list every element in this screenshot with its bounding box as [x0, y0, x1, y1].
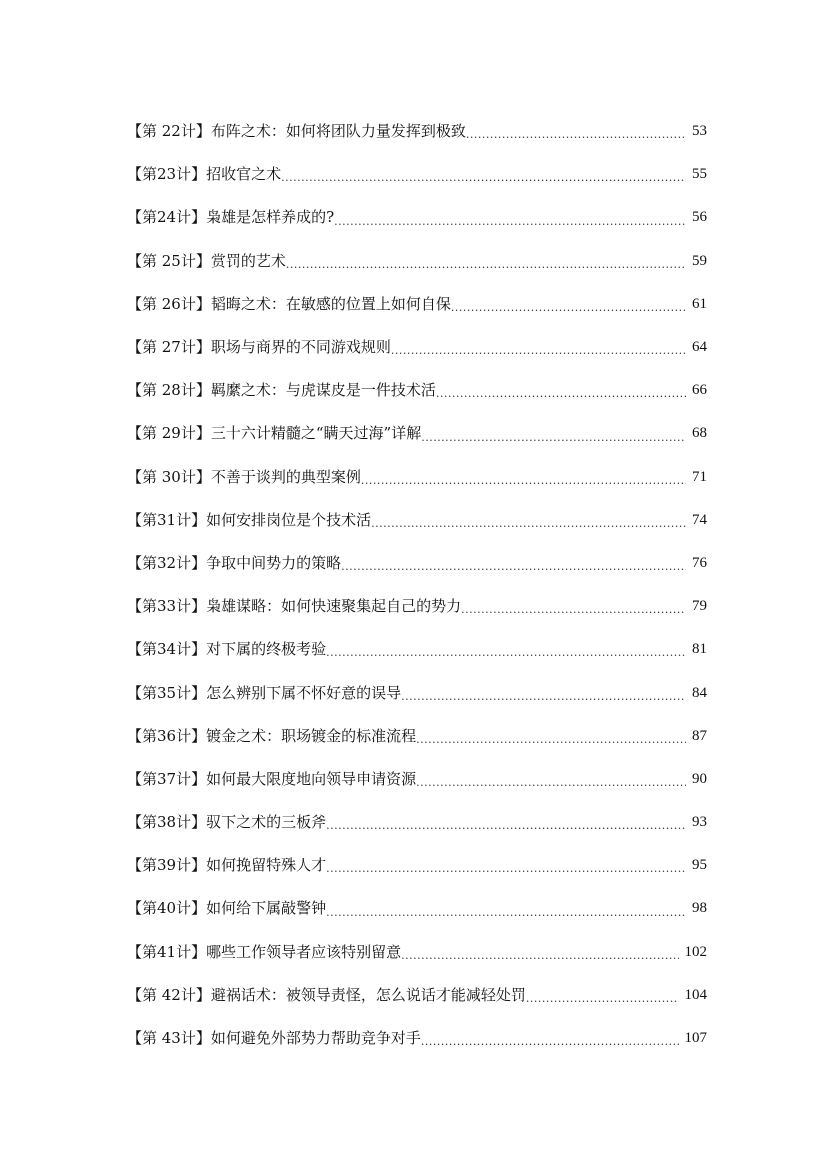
toc-leader-dots	[371, 518, 686, 529]
toc-entry-title: 【第39计】如何挽留特殊人才	[127, 856, 327, 875]
toc-leader-dots	[416, 777, 686, 788]
toc-entry[interactable]	[127, 887, 707, 930]
toc-entry-title: 【第 27计】职场与商界的不同游戏规则	[127, 338, 391, 357]
toc-leader-dots	[436, 388, 686, 399]
toc-entry-title: 【第37计】如何最大限度地向领导申请资源	[127, 769, 417, 788]
toc-entry-title: 【第32计】争取中间势力的策略	[127, 553, 342, 572]
toc-page-number: 102	[684, 943, 707, 960]
toc-page-number: 98	[692, 900, 707, 917]
toc-page-number: 64	[692, 339, 707, 356]
toc-entry-title: 【第41计】哪些工作领导者应该特别留意	[127, 942, 402, 961]
toc-page-number: 79	[692, 598, 707, 615]
toc-leader-dots	[326, 907, 686, 918]
toc-entry-title: 【第 29计】三十六计精髓之“瞒天过海”详解	[127, 424, 422, 443]
toc-page-number: 59	[692, 252, 707, 269]
toc-entry[interactable]	[127, 110, 707, 153]
toc-entry-title: 【第31计】如何安排岗位是个技术活	[127, 510, 372, 529]
toc-entry-title: 【第 28计】羁縻之术：与虎谋皮是一件技术活	[127, 381, 436, 400]
toc-entry[interactable]	[127, 283, 707, 326]
toc-entry[interactable]	[127, 326, 707, 369]
toc-entry-title: 【第 22计】布阵之术：如何将团队力量发挥到极致	[127, 122, 466, 141]
toc-leader-dots	[341, 561, 686, 572]
toc-leader-dots	[416, 734, 686, 745]
table-of-contents	[127, 110, 707, 1060]
toc-leader-dots	[421, 432, 686, 443]
toc-leader-dots	[361, 475, 686, 486]
toc-leader-dots	[326, 863, 686, 874]
toc-entry-title: 【第33计】枭雄谋略：如何快速聚集起自己的势力	[127, 597, 462, 616]
toc-page-number: 95	[692, 857, 707, 874]
toc-entry[interactable]	[127, 153, 707, 196]
toc-entry[interactable]	[127, 542, 707, 585]
toc-leader-dots	[286, 259, 686, 270]
toc-entry[interactable]	[127, 240, 707, 283]
toc-page-number: 56	[692, 209, 707, 226]
toc-leader-dots	[526, 993, 679, 1004]
toc-entry[interactable]	[127, 758, 707, 801]
toc-page-number: 53	[692, 123, 707, 140]
toc-entry[interactable]	[127, 456, 707, 499]
toc-leader-dots	[466, 129, 686, 140]
toc-page-number: 55	[692, 166, 707, 183]
toc-leader-dots	[281, 172, 686, 183]
toc-entry[interactable]	[127, 585, 707, 628]
toc-entry[interactable]	[127, 671, 707, 714]
toc-entry-title: 【第23计】招收官之术	[127, 165, 282, 184]
toc-entry-title: 【第 42计】避祸话术：被领导责怪，怎么说话才能减轻处罚	[127, 985, 526, 1004]
toc-entry-title: 【第 25计】赏罚的艺术	[127, 251, 286, 270]
toc-entry-title: 【第 43计】如何避免外部势力帮助竞争对手	[127, 1029, 421, 1048]
toc-page-number: 104	[684, 986, 707, 1003]
toc-page-number: 76	[692, 554, 707, 571]
toc-leader-dots	[451, 302, 686, 313]
toc-page-number: 74	[692, 511, 707, 528]
toc-page-number: 71	[692, 468, 707, 485]
toc-entry[interactable]	[127, 196, 707, 239]
toc-entry[interactable]	[127, 844, 707, 887]
toc-entry[interactable]	[127, 801, 707, 844]
toc-leader-dots	[334, 216, 686, 227]
toc-page-number: 61	[692, 295, 707, 312]
toc-entry-title: 【第38计】驭下之术的三板斧	[127, 813, 327, 832]
toc-leader-dots	[391, 345, 686, 356]
toc-leader-dots	[326, 647, 686, 658]
toc-leader-dots	[401, 691, 686, 702]
toc-entry-title: 【第24计】枭雄是怎样养成的?	[127, 208, 335, 227]
toc-entry-title: 【第35计】怎么辨别下属不怀好意的误导	[127, 683, 402, 702]
toc-leader-dots	[421, 1036, 679, 1047]
toc-page-number: 93	[692, 814, 707, 831]
toc-entry-title: 【第36计】镀金之术：职场镀金的标准流程	[127, 726, 417, 745]
toc-page-number: 107	[684, 1030, 707, 1047]
toc-entry[interactable]	[127, 1017, 707, 1060]
toc-page-number: 87	[692, 727, 707, 744]
toc-leader-dots	[326, 820, 686, 831]
toc-page-number: 81	[692, 641, 707, 658]
toc-leader-dots	[461, 604, 686, 615]
toc-entry[interactable]	[127, 931, 707, 974]
toc-entry-title: 【第 30计】不善于谈判的典型案例	[127, 467, 361, 486]
toc-entry[interactable]	[127, 628, 707, 671]
toc-page-number: 84	[692, 684, 707, 701]
toc-page-number: 68	[692, 425, 707, 442]
toc-leader-dots	[401, 950, 678, 961]
toc-entry-title: 【第34计】对下属的终极考验	[127, 640, 327, 659]
toc-entry-title: 【第 26计】韬晦之术：在敏感的位置上如何自保	[127, 294, 451, 313]
toc-entry[interactable]	[127, 715, 707, 758]
toc-entry[interactable]	[127, 412, 707, 455]
toc-entry[interactable]	[127, 974, 707, 1017]
toc-entry[interactable]	[127, 499, 707, 542]
toc-entry[interactable]	[127, 369, 707, 412]
toc-page-number: 66	[692, 382, 707, 399]
toc-page-number: 90	[692, 770, 707, 787]
toc-entry-title: 【第40计】如何给下属敲警钟	[127, 899, 327, 918]
